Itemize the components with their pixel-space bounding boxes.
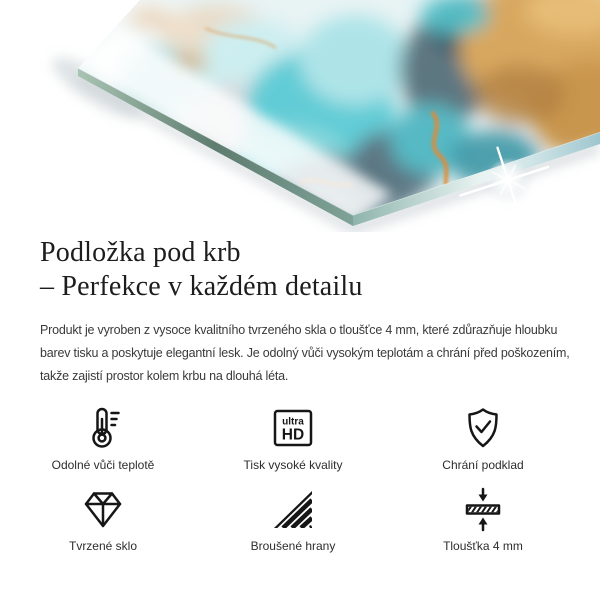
title-line-1: Podložka pod krb xyxy=(40,237,241,268)
feature-label: Chrání podklad xyxy=(442,458,524,472)
feature-label: Tloušťka 4 mm xyxy=(443,539,523,553)
feature-print-quality xyxy=(198,404,388,473)
feature-tempered-glass xyxy=(8,485,198,554)
feature-thickness xyxy=(388,485,578,554)
page-title xyxy=(40,236,560,304)
thermometer-icon xyxy=(80,404,126,452)
feature-label: Odolné vůči teplotě xyxy=(51,458,155,472)
ultra-text: ultra xyxy=(282,416,304,428)
feature-grid xyxy=(8,404,578,554)
feature-protects-floor xyxy=(388,404,578,473)
feature-label: Tvrzené sklo xyxy=(68,539,138,553)
hd-text: HD xyxy=(281,426,305,444)
feature-heat-resistant xyxy=(8,404,198,473)
shield-check-icon xyxy=(460,404,506,452)
ultra-hd-icon xyxy=(270,404,316,452)
description-line: barev tisku a poskytuje elegantní lesk. Je odolný vůči vysokým teplotám a chrání před poškozením, xyxy=(40,346,570,360)
feature-label: Broušené hrany xyxy=(250,539,336,553)
product-description xyxy=(40,319,570,388)
feature-ground-edges xyxy=(198,485,388,554)
title-line-2: – Perfekce v každém detailu xyxy=(40,271,363,302)
feature-label: Tisk vysoké kvality xyxy=(243,458,343,472)
product-photo xyxy=(0,0,600,232)
product-description-section xyxy=(0,232,600,388)
diamond-icon xyxy=(80,485,126,533)
description-line: takže zajistí prostor kolem krbu na dlouhá léta. xyxy=(40,369,289,383)
description-line: Produkt je vyroben z vysoce kvalitního tvrzeného skla o tloušťce 4 mm, které zdůrazňuje hloubku xyxy=(40,323,558,337)
beveled-edges-icon xyxy=(270,485,316,533)
glass-panel-image xyxy=(0,0,600,232)
thickness-icon xyxy=(460,485,506,533)
